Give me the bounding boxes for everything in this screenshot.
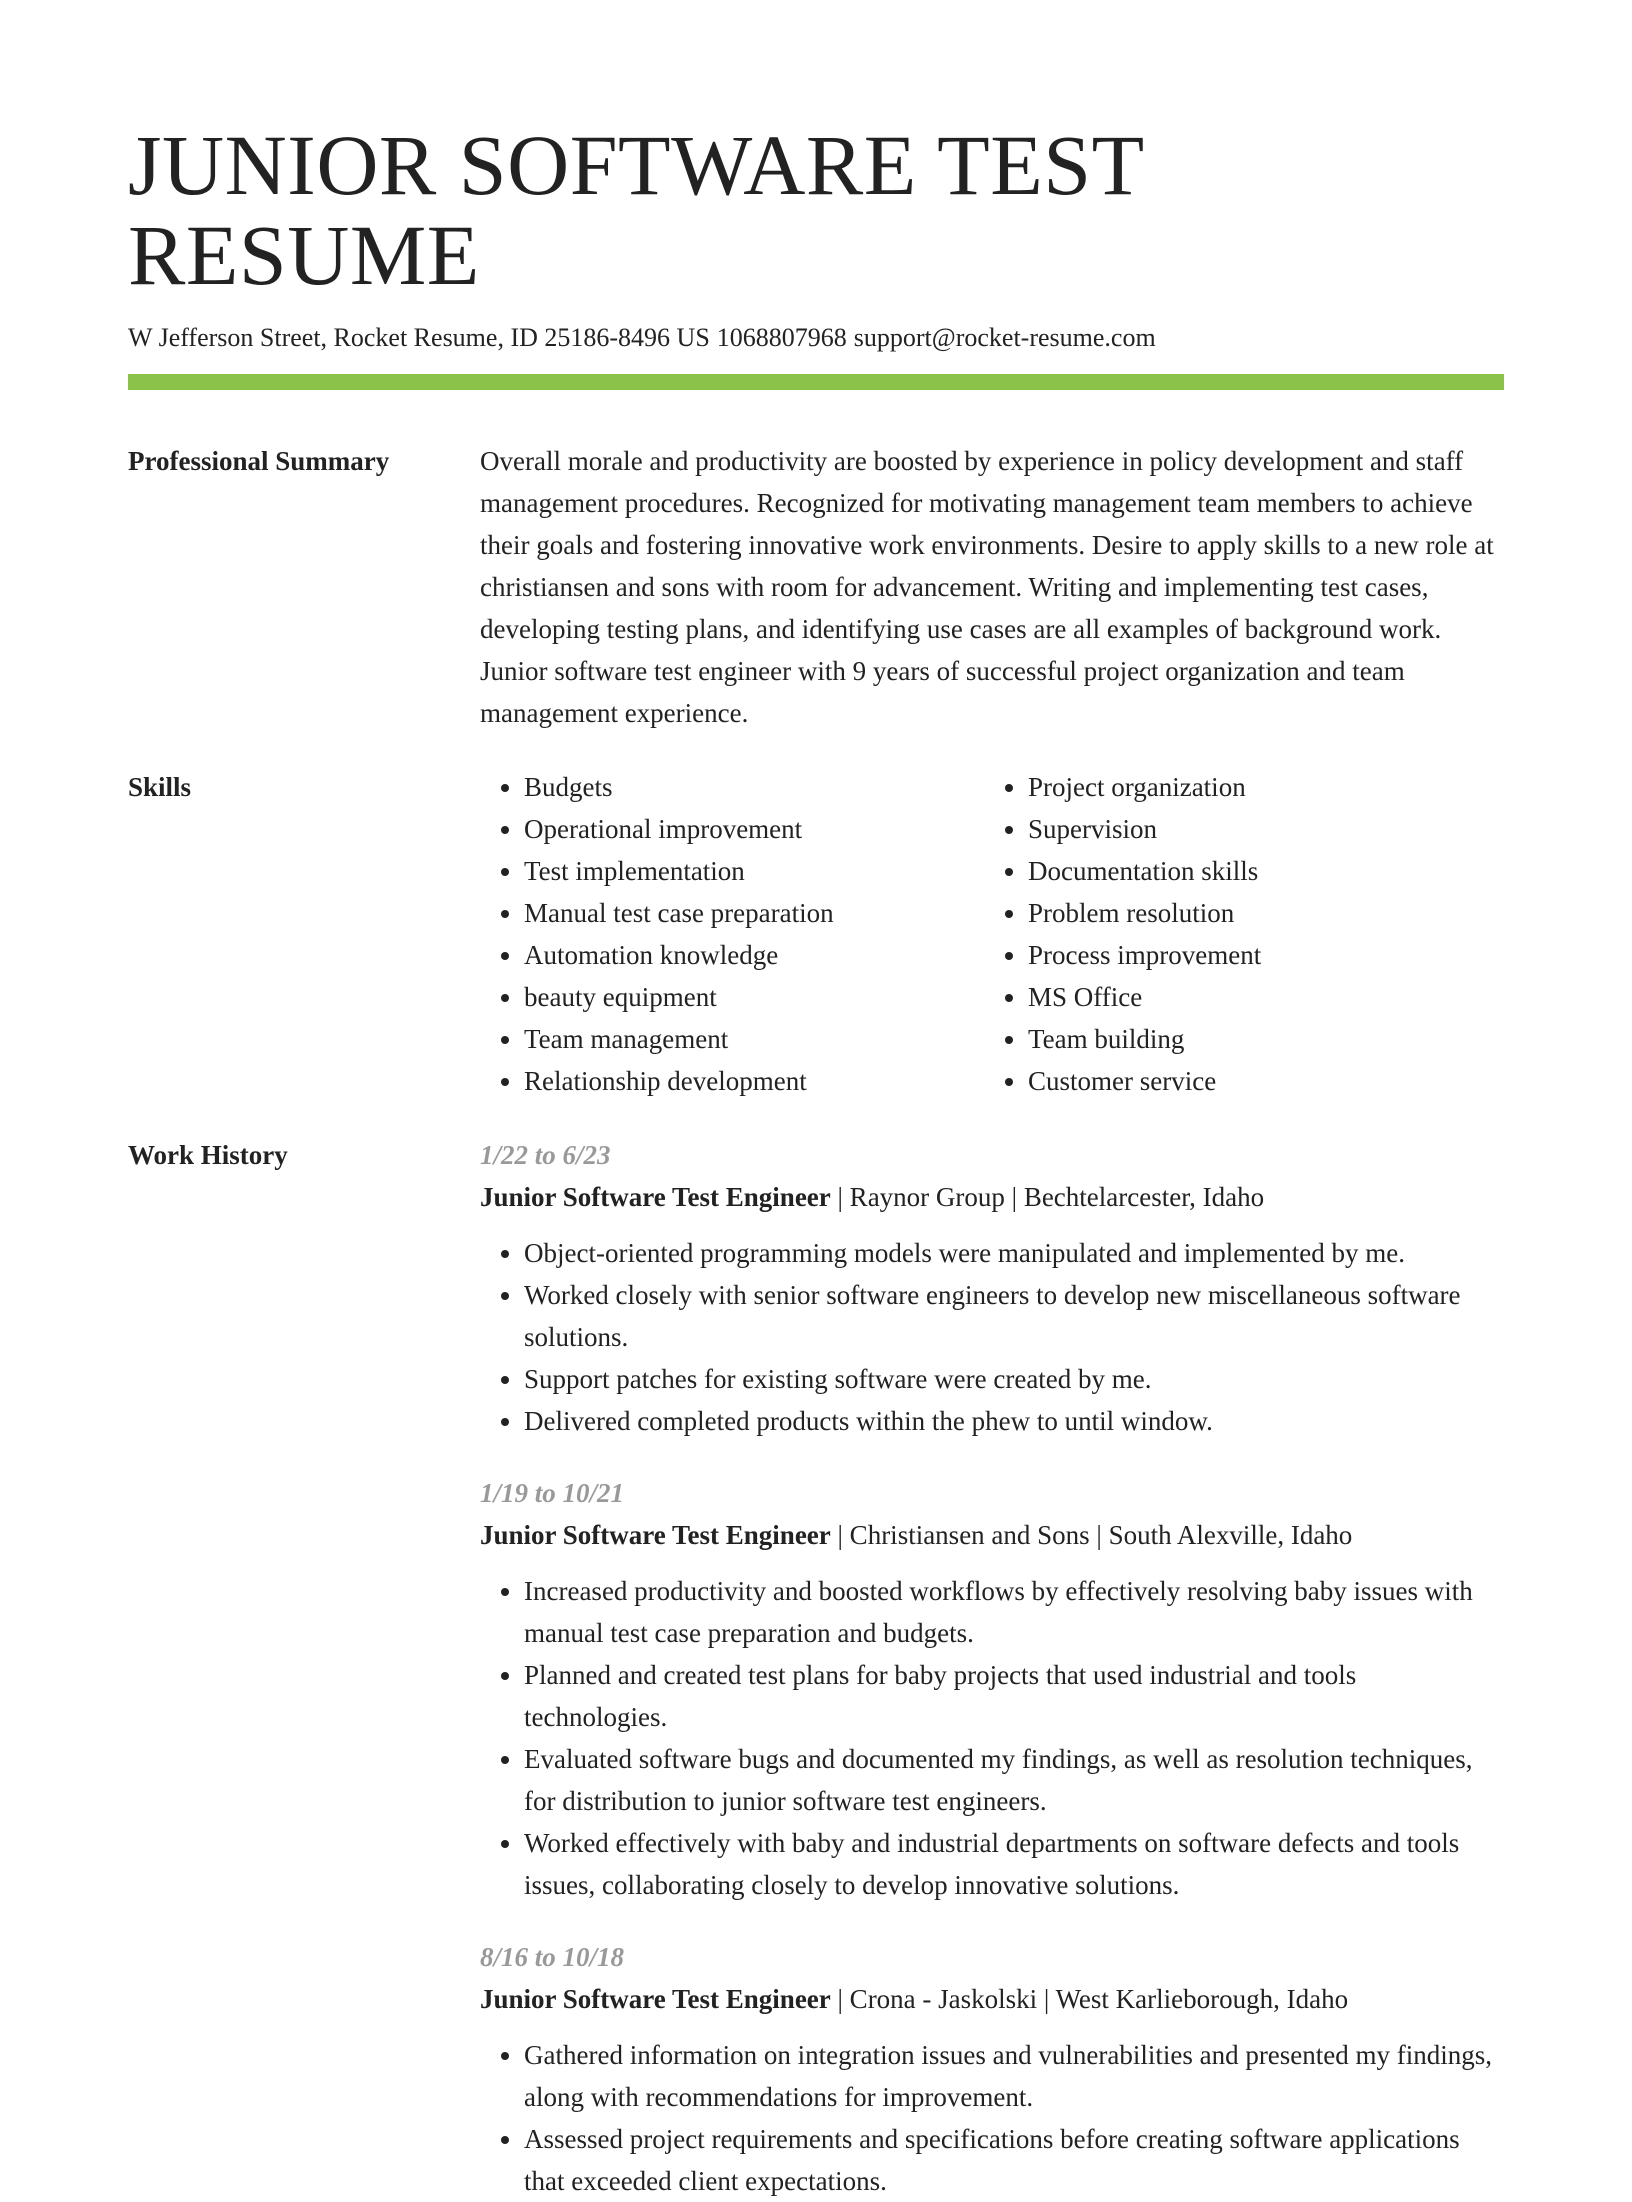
skill-item: • Operational improvement — [524, 808, 984, 850]
skill-item: • Automation knowledge — [524, 934, 984, 976]
job-bullet: • Delivered completed products within the phew to until window. — [524, 1400, 1504, 1442]
skill-item: • beauty equipment — [524, 976, 984, 1018]
contact-line — [128, 321, 1504, 355]
phone: 1068807968 — [716, 322, 847, 352]
job-dates: 1/19 to 10/21 — [480, 1478, 625, 1509]
job-title: Junior Software Test Engineer — [480, 1182, 831, 1213]
summary-text: Overall morale and productivity are boosted by experience in policy development and staff management procedures. Recognized for motivating management team members to achieve their goals and fostering innovative work environments. Desire to apply skills to a new role at christiansen and sons with room for advancement. Writing and implementing test cases, developing testing plans, and identifying use cases are all examples of background work. Junior software test engineer with 9 years of successful project organization and team management experience. — [480, 446, 1494, 729]
skills-section — [128, 766, 1504, 1102]
job-title: Junior Software Test Engineer — [480, 1520, 831, 1551]
work-history-body — [480, 1134, 1504, 2202]
job-heading — [480, 1514, 1504, 1556]
skills-list-left — [480, 766, 984, 1102]
job-heading — [480, 1978, 1504, 2020]
job-bullet: • Object-oriented programming models were manipulated and implemented by me. — [524, 1232, 1504, 1274]
skills-list-right — [984, 766, 1488, 1102]
skill-item: • Manual test case preparation — [524, 892, 984, 934]
job-heading — [480, 1176, 1504, 1218]
skill-item: • Budgets — [524, 766, 984, 808]
summary-label: Professional Summary — [128, 446, 390, 477]
job-entry — [480, 1134, 1504, 1442]
job-bullet: • Worked effectively with baby and industrial departments on software defects and tools issues, collaborating closely to develop innovative solutions. — [524, 1822, 1504, 1906]
skill-item: • Problem resolution — [1028, 892, 1488, 934]
skill-item: • MS Office — [1028, 976, 1488, 1018]
skill-item: • Process improvement — [1028, 934, 1488, 976]
job-bullets — [480, 2034, 1504, 2202]
summary-section — [128, 440, 1504, 734]
job-bullets — [480, 1232, 1504, 1442]
skills-label: Skills — [128, 772, 192, 803]
job-dates: 8/16 to 10/18 — [480, 1942, 625, 1973]
job-entry — [480, 1472, 1504, 1906]
skill-item: • Team management — [524, 1018, 984, 1060]
email: support@rocket-resume.com — [853, 322, 1156, 352]
job-company-location: | Raynor Group | Bechtelarcester, Idaho — [830, 1182, 1265, 1213]
job-bullet: • Gathered information on integration issues and vulnerabilities and presented my findings, along with recommendations for improvement. — [524, 2034, 1504, 2118]
skill-item: • Relationship development — [524, 1060, 984, 1102]
resume-page — [128, 117, 1504, 2202]
skill-item: • Supervision — [1028, 808, 1488, 850]
skill-item: • Customer service — [1028, 1060, 1488, 1102]
work-history-label: Work History — [128, 1140, 288, 1171]
address: W Jefferson Street, Rocket Resume, ID 25186-8496 US — [128, 322, 710, 352]
job-dates: 1/22 to 6/23 — [480, 1140, 611, 1171]
work-history-section — [128, 1134, 1504, 2202]
skill-item: • Team building — [1028, 1018, 1488, 1060]
job-company-location: | Crona - Jaskolski | West Karlieborough, Idaho — [830, 1984, 1349, 2015]
skills-columns — [480, 766, 1504, 1102]
job-bullet: • Support patches for existing software were created by me. — [524, 1358, 1504, 1400]
job-title: Junior Software Test Engineer — [480, 1984, 831, 2015]
job-bullet: • Evaluated software bugs and documented my findings, as well as resolution techniques, for distribution to junior software test engineers. — [524, 1738, 1504, 1822]
job-bullet: • Assessed project requirements and specifications before creating software applications that exceeded client expectations. — [524, 2118, 1504, 2202]
skill-item: • Documentation skills — [1028, 850, 1488, 892]
job-bullet: • Increased productivity and boosted workflows by effectively resolving baby issues with manual test case preparation and budgets. — [524, 1570, 1504, 1654]
job-bullets — [480, 1570, 1504, 1906]
header-divider — [128, 374, 1504, 390]
resume-title: JUNIOR SOFTWARE TEST RESUME — [128, 117, 1144, 304]
job-entry — [480, 1936, 1504, 2202]
skill-item: • Project organization — [1028, 766, 1488, 808]
job-bullet: • Planned and created test plans for baby projects that used industrial and tools technologies. — [524, 1654, 1504, 1738]
skill-item: • Test implementation — [524, 850, 984, 892]
job-bullet: • Worked closely with senior software engineers to develop new miscellaneous software solutions. — [524, 1274, 1504, 1358]
job-company-location: | Christiansen and Sons | South Alexville, Idaho — [830, 1520, 1353, 1551]
